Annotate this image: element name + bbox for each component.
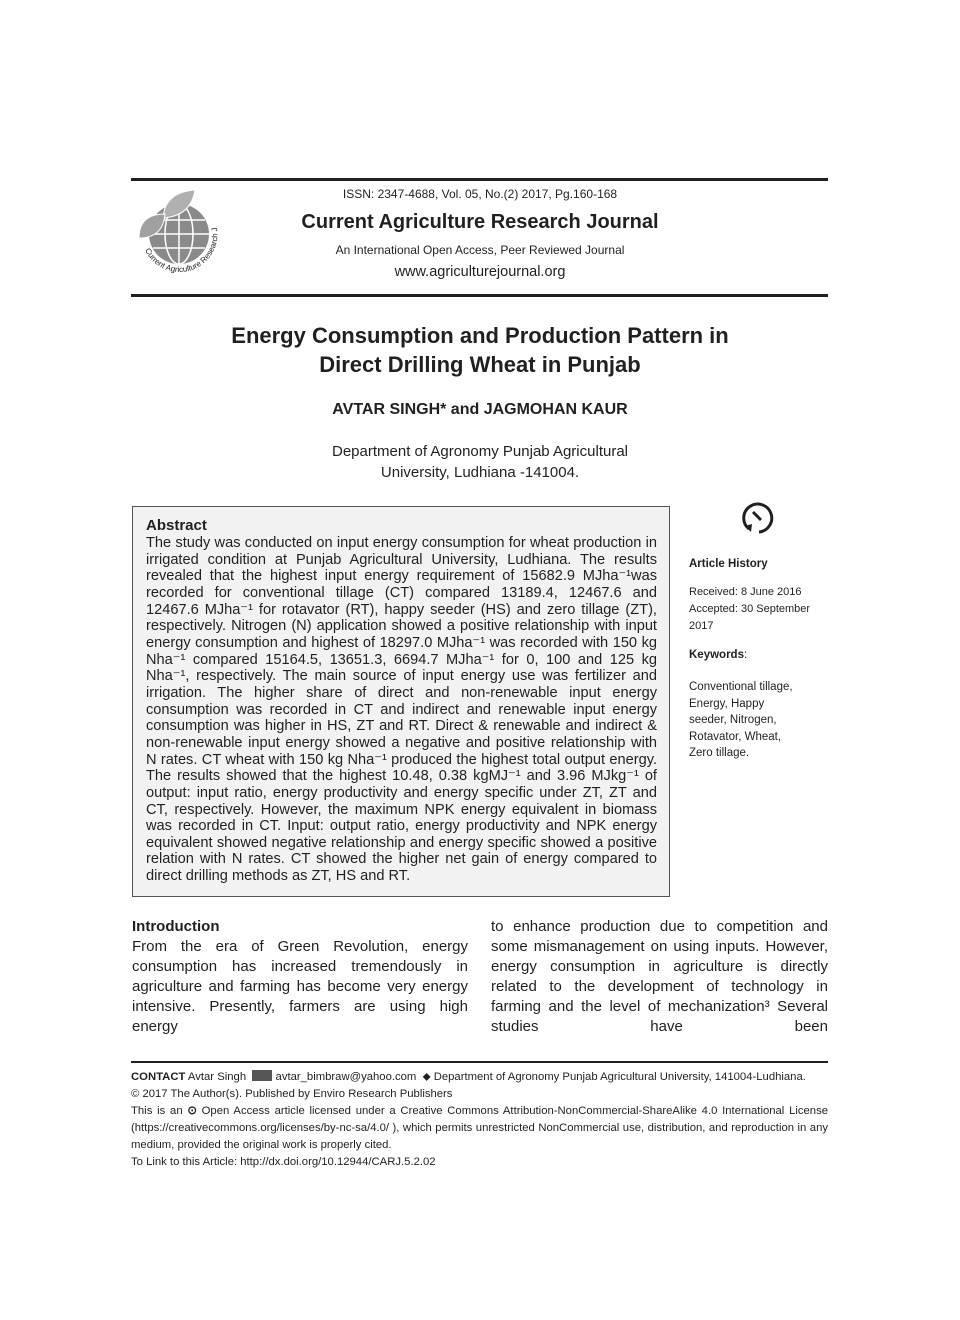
affiliation-line: Department of Agronomy Punjab Agricultural <box>332 443 628 460</box>
article-history-heading: Article History <box>689 558 768 570</box>
license-prefix: This is an <box>131 1105 183 1117</box>
header-bottom-rule <box>131 294 828 297</box>
affiliation <box>230 441 730 483</box>
open-access-icon: ⊙ <box>187 1105 197 1117</box>
location-pin-icon: ⬥ <box>422 1071 431 1083</box>
journal-logo <box>133 188 225 280</box>
license-text <box>131 1103 828 1154</box>
svg-text:Current Agriculture Research J: Current Agriculture Research J <box>143 226 220 275</box>
introduction-heading: Introduction <box>132 918 220 935</box>
authors: AVTAR SINGH* and JAGMOHAN KAUR <box>332 401 628 418</box>
abstract-heading: Abstract <box>146 517 207 534</box>
history-clock-icon <box>739 500 775 536</box>
footer <box>131 1069 828 1171</box>
affiliation-line: University, Ludhiana -141004. <box>380 464 580 481</box>
contact-name: Avtar Singh <box>187 1071 247 1083</box>
contact-label: CONTACT <box>131 1071 186 1083</box>
abstract-text: The study was conducted on input energy consumption for wheat production in irrigated condition at Punjab Agricultural University, Ludhiana. The results revealed that the highest input energy requirement of 15682.9 MJha⁻¹was recorded for conventional tillage (CT) compared 13189.4, 12467.6 and 12467.6 MJha⁻¹ for rotavator (RT), happy seeder (HS) and zero tillage (ZT), respectively. Nitrogen (N) application showed a positive relationship with input energy consumption and highest of 18297.0 MJha⁻¹ was recorded with 150 kg Nha⁻¹ compared 15164.5, 13651.3, 6694.7 MJha⁻¹ for 0, 100 and 125 kg Nha⁻¹, respectively. The main source of input energy use was fertilizer and irrigation. The higher share of direct and non-renewable input energy consumption was recorded in CT and indirect and renewable input energy consumption was higher in HS, ZT and RT. Direct & renewable and indirect & non-renewable input energy showed a negative and positive relationship with N rates. CT wheat with 150 kg Nha⁻¹ produced the highest total output energy. The results showed that the highest 10.48, 0.38 kgMJ⁻¹ and 3.96 MJkg⁻¹ of output: input ratio, energy productivity and energy specific under ZT, ZT and CT, respectively. However, the maximum NPK energy equivalent in biomass was recorded in CT. Input: output ratio, energy productivity and NPK energy equivalent showed negative relationship and energy specific showed a positive relation with N rates. CT showed the higher net gain of energy compared to direct drilling methods as ZT, HS and RT. <box>146 535 657 885</box>
introduction-left-column <box>132 917 468 1037</box>
email-icon <box>252 1070 272 1081</box>
keywords-list: Conventional tillage, Energy, Happy seeder, Nitrogen, Rotavator, Wheat, Zero tillage. <box>689 681 793 760</box>
copyright: © 2017 The Author(s). Published by Enviro Research Publishers <box>131 1088 453 1100</box>
journal-subtitle: An International Open Access, Peer Reviewed Journal <box>335 243 625 257</box>
license-body: Open Access article licensed under a Creative Commons Attribution-NonCommercial-ShareAlike 4.0 International License (https://creativecommons.org/licenses/by-nc-sa/4.0/ ), which permits unrestricted NonCommercial use, distribution, and reproduction in any medium, provided the original work is properly cited. <box>131 1105 829 1151</box>
introduction-right-column: to enhance production due to competition and some mismanagement on using inputs. However, energy consumption in agriculture is directly related to the development of technology in farming and the level of mechanization³ Several studies have been <box>491 918 828 1035</box>
footer-rule <box>131 1061 828 1063</box>
title-line: Energy Consumption and Production Pattern in <box>231 323 729 348</box>
contact-address: Department of Agronomy Punjab Agricultural University, 141004-Ludhiana. <box>433 1071 806 1083</box>
issn-line: ISSN: 2347-4688, Vol. 05, No.(2) 2017, Pg.160-168 <box>342 187 618 201</box>
journal-title: Current Agriculture Research Journal <box>301 211 659 233</box>
received-date: Received: 8 June 2016 <box>689 586 802 598</box>
contact-line <box>131 1069 828 1086</box>
contact-email-link[interactable]: avtar_bimbraw@yahoo.com <box>275 1071 417 1083</box>
introduction-text: From the era of Green Revolution, energy consumption has increased tremendously in agriculture and farming has become very energy intensive. Presently, farmers are using high energy <box>132 938 468 1035</box>
journal-website-link[interactable]: www.agriculturejournal.org <box>394 264 566 280</box>
doi-link[interactable]: To Link to this Article: http://dx.doi.org/10.12944/CARJ.5.2.02 <box>131 1156 436 1168</box>
keywords-heading-text: Keywords <box>689 649 744 661</box>
title-line: Direct Drilling Wheat in Punjab <box>319 352 641 377</box>
keywords-heading: Keywords: <box>689 649 748 661</box>
header-top-rule <box>131 178 828 181</box>
article-sidebar <box>689 500 829 762</box>
accepted-date: Accepted: 30 September 2017 <box>689 603 811 632</box>
article-title <box>130 321 830 379</box>
abstract-box <box>132 506 670 897</box>
